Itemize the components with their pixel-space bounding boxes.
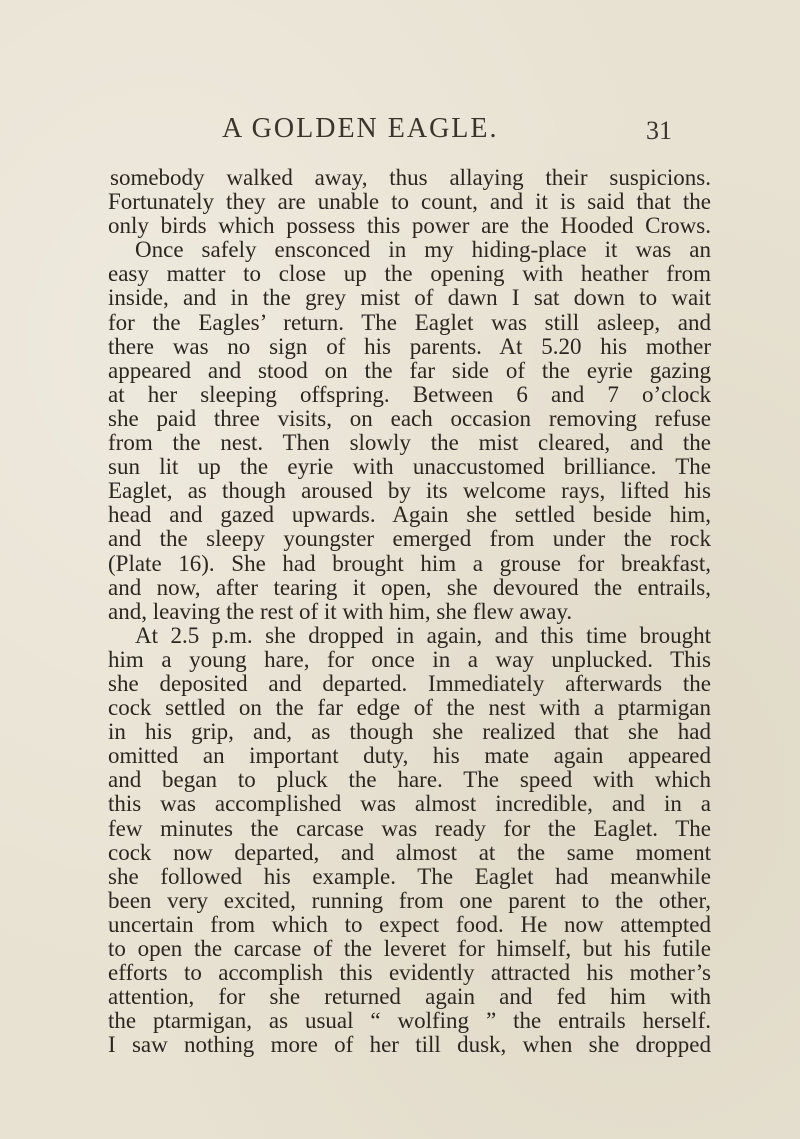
text-line: (Plate 16). She had brought him a grouse for breakfast,	[108, 550, 711, 576]
text-line: At 2.5 p.m. she dropped in again, and this time brought	[135, 622, 711, 648]
text-line: in his grip, and, as though she realized that she had	[108, 719, 711, 745]
body-text	[108, 166, 711, 1057]
text-line: and, leaving the rest of it with him, she flew away.	[108, 598, 573, 624]
text-line: cock now departed, and almost at the same moment	[108, 839, 711, 865]
text-line: few minutes the carcase was ready for the Eaglet. The	[108, 815, 711, 841]
text-line: and began to pluck the hare. The speed with which	[108, 767, 711, 793]
text-line: from the nest. Then slowly the mist cleared, and the	[108, 430, 711, 456]
text-line: Eaglet, as though aroused by its welcome rays, lifted his	[108, 478, 711, 504]
text-line: inside, and in the grey mist of dawn I sat down to wait	[108, 285, 711, 311]
text-line: she paid three visits, on each occasion removing refuse	[108, 405, 711, 431]
text-line: she deposited and departed. Immediately afterwards the	[108, 670, 711, 696]
text-line: for the Eagles’ return. The Eaglet was still asleep, and	[108, 309, 711, 335]
text-line: efforts to accomplish this evidently attracted his mother’s	[108, 960, 711, 986]
text-line: head and gazed upwards. Again she settled beside him,	[108, 502, 711, 528]
text-line: uncertain from which to expect food. He now attempted	[108, 911, 711, 937]
text-line: the ptarmigan, as usual “ wolfing ” the entrails herself.	[108, 1008, 711, 1034]
text-line: at her sleeping offspring. Between 6 and 7 o’clock	[108, 381, 711, 407]
running-head-title: A GOLDEN EAGLE.	[222, 113, 499, 144]
text-line: she followed his example. The Eaglet had meanwhile	[108, 863, 711, 889]
text-line: and the sleepy youngster emerged from under the rock	[108, 526, 711, 552]
text-line: Fortunately they are unable to count, and it is said that the	[108, 189, 711, 215]
text-line: this was accomplished was almost incredible, and in a	[108, 791, 711, 817]
text-line: to open the carcase of the leveret for himself, but his futile	[108, 936, 711, 961]
text-line: I saw nothing more of her till dusk, when she dropped	[108, 1032, 711, 1058]
text-line: sun lit up the eyrie with unaccustomed brilliance. The	[108, 454, 711, 480]
text-line: been very excited, running from one parent to the other,	[108, 887, 711, 913]
text-line: Once safely ensconced in my hiding-place it was an	[135, 237, 711, 263]
text-line: appeared and stood on the far side of the eyrie gazing	[108, 357, 711, 383]
text-line: him a young hare, for once in a way unplucked. This	[108, 646, 711, 672]
text-line: and now, after tearing it open, she devoured the entrails,	[108, 574, 711, 600]
text-line: only birds which possess this power are the Hooded Crows.	[108, 213, 711, 239]
text-line: easy matter to close up the opening with heather from	[108, 261, 711, 287]
text-line: there was no sign of his parents. At 5.20 his mother	[108, 333, 711, 359]
text-line: attention, for she returned again and fed him with	[108, 984, 711, 1010]
text-line: omitted an important duty, his mate again appeared	[108, 743, 711, 769]
text-line: somebody walked away, thus allaying their suspicions.	[110, 165, 711, 190]
page-number: 31	[646, 116, 672, 145]
text-line: cock settled on the far edge of the nest with a ptarmigan	[108, 695, 711, 721]
